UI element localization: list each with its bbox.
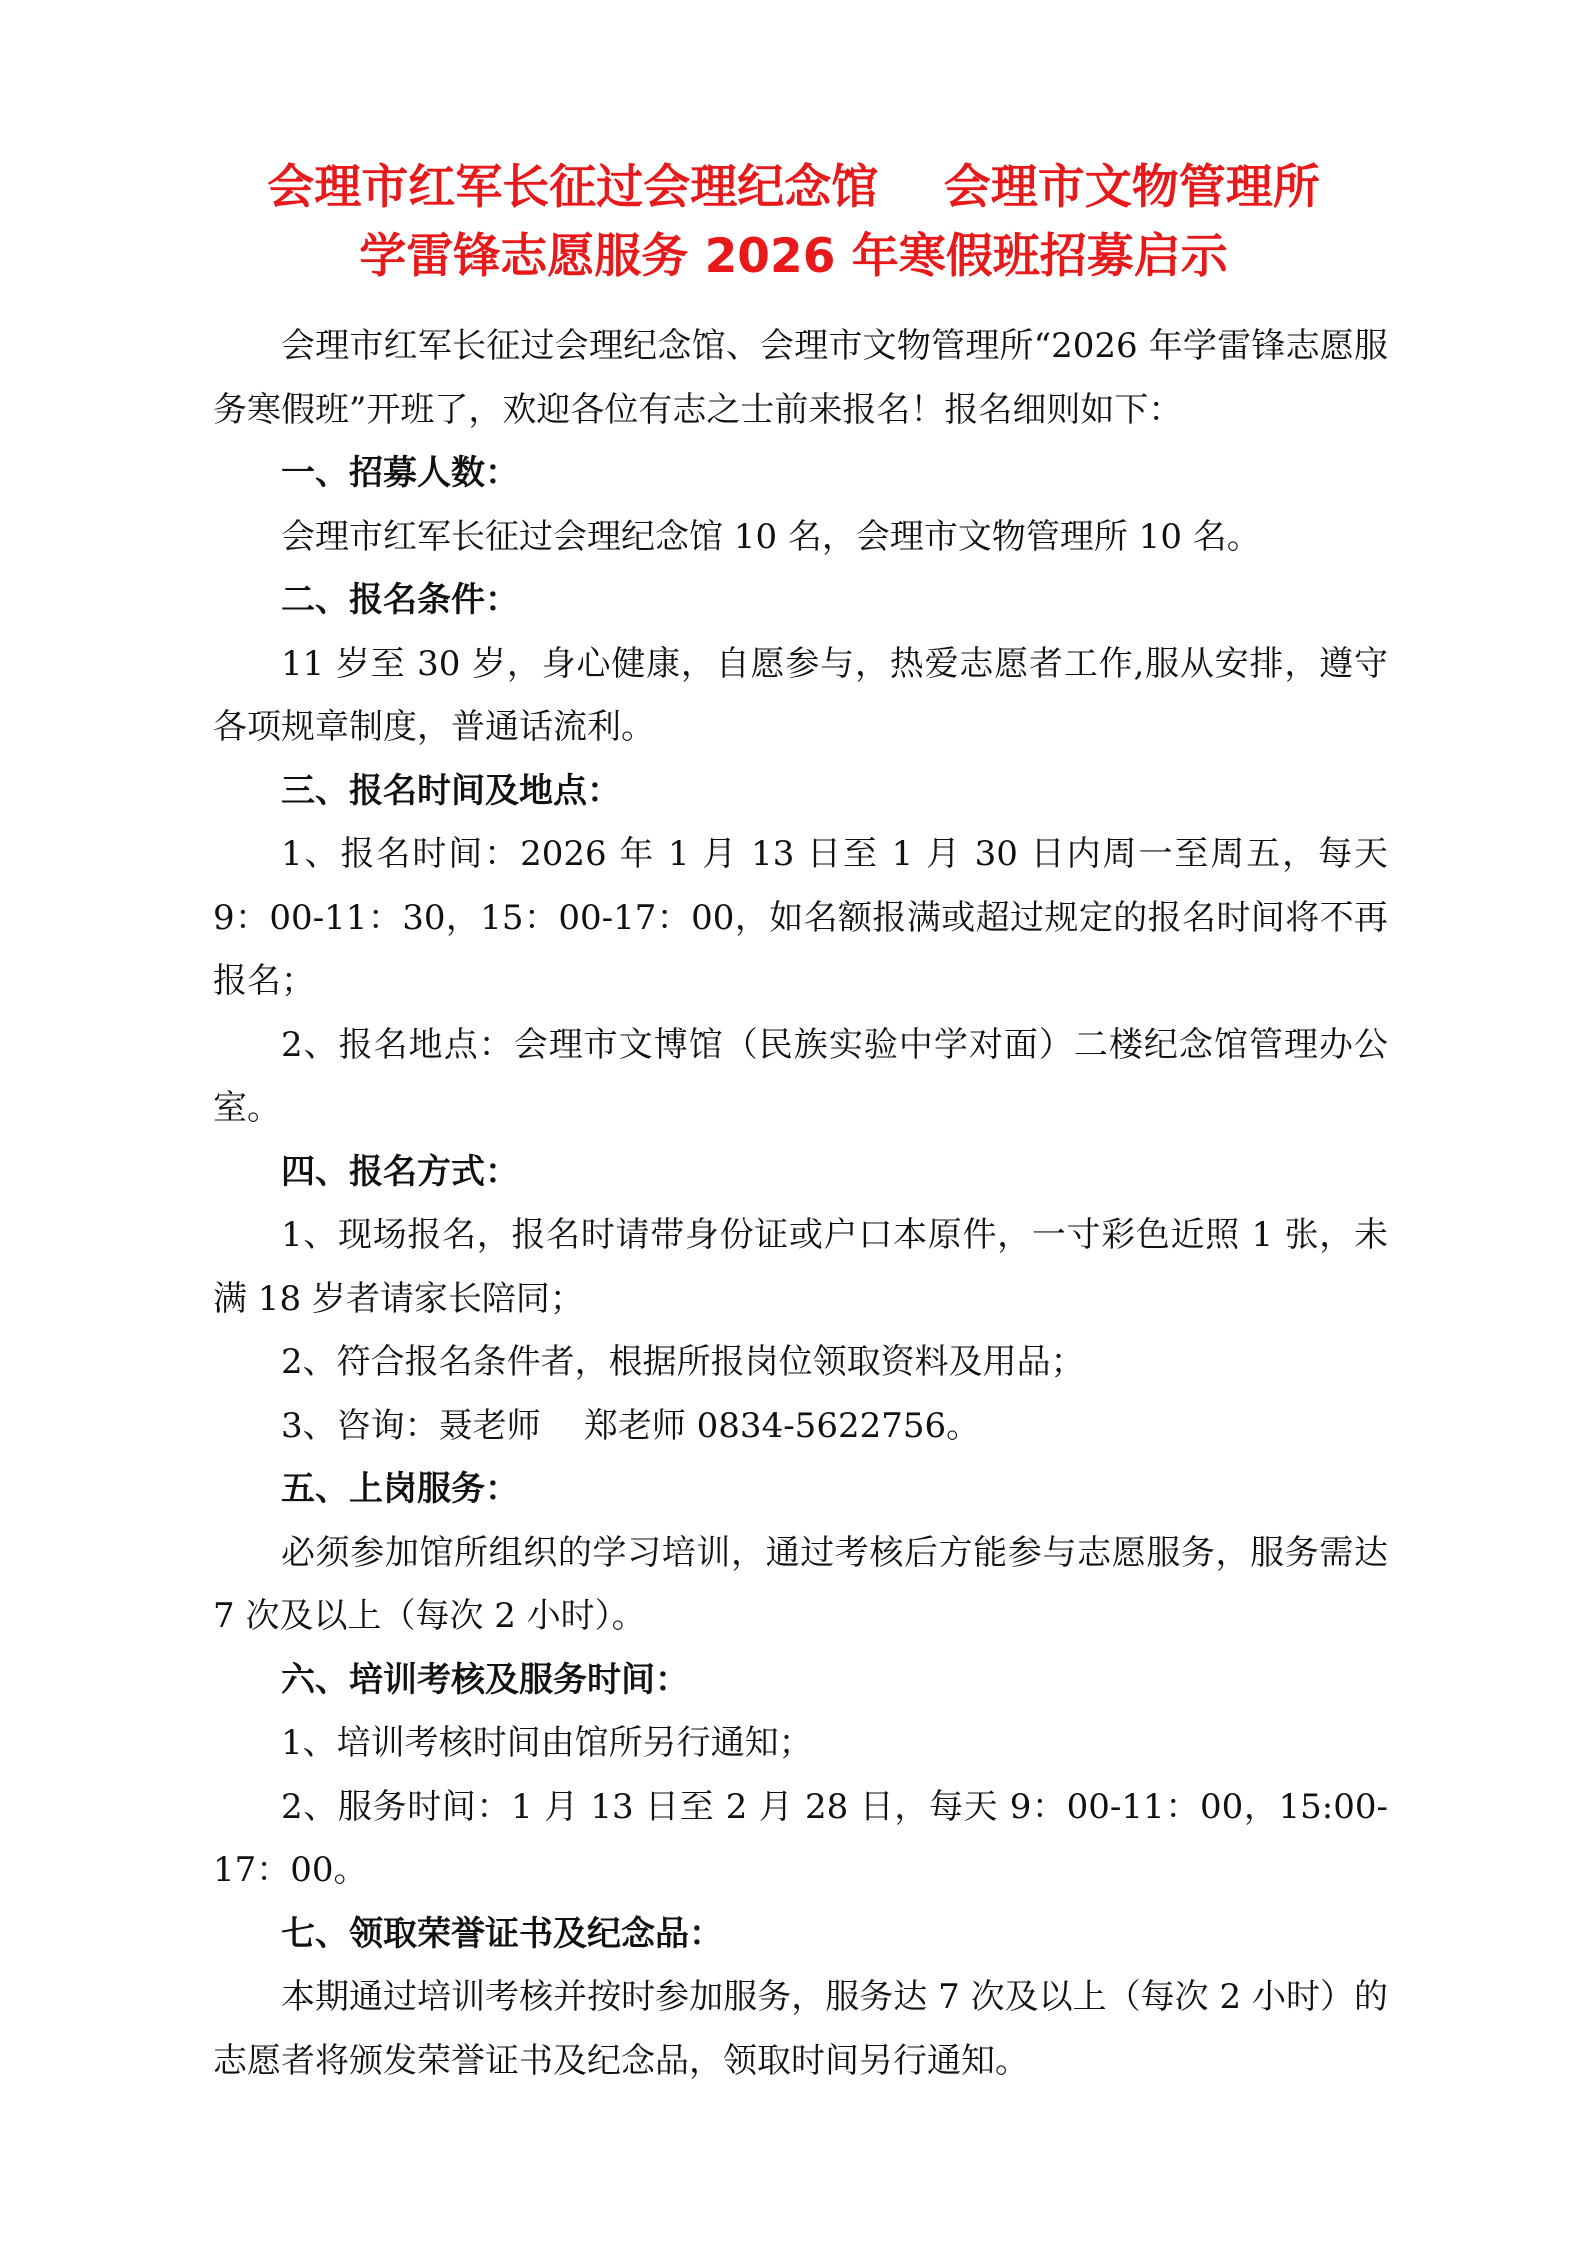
document-title-line-2: 学雷锋志愿服务 2026 年寒假班招募启示 bbox=[359, 229, 1228, 284]
section-paragraph: 11 岁至 30 岁，身心健康，自愿参与，热爱志愿者工作,服从安排，遵守各项规章制度，普通话流利。 bbox=[213, 643, 1388, 747]
section-paragraph: 1、报名时间：2026 年 1 月 13 日至 1 月 30 日内周一至周五，每天 9：00-11：30，15：00-17：00，如名额报满或超过规定的报名时间将不再报名； bbox=[213, 834, 1399, 1001]
section-heading-certificate: 七、领取荣誉证书及纪念品： bbox=[281, 1913, 723, 1954]
section-heading-conditions: 二、报名条件： bbox=[281, 580, 519, 620]
document-body bbox=[213, 315, 1399, 2093]
section-heading-time-place: 三、报名时间及地点： bbox=[281, 770, 621, 811]
section-heading-method: 四、报名方式： bbox=[281, 1151, 519, 1192]
section-paragraph: 1、现场报名，报名时请带身份证或户口本原件，一寸彩色近照 1 张，未满 18 岁者请家长陪同； bbox=[213, 1215, 1388, 1319]
section-heading-service: 五、上岗服务： bbox=[281, 1469, 519, 1509]
section-paragraph: 2、符合报名条件者，根据所报岗位领取资料及用品； bbox=[281, 1342, 1085, 1382]
section-paragraph: 会理市红军长征过会理纪念馆 10 名，会理市文物管理所 10 名。 bbox=[281, 516, 1261, 557]
section-paragraph: 必须参加馆所组织的学习培训，通过考核后方能参与志愿服务，服务需达 7 次及以上（每次 2 小时）。 bbox=[213, 1532, 1399, 1636]
intro-paragraph: 会理市红军长征过会理纪念馆、会理市文物管理所“2026 年学雷锋志愿服务寒假班”开班了，欢迎各位有志之士前来报名！报名细则如下： bbox=[213, 326, 1388, 430]
section-paragraph: 2、服务时间：1 月 13 日至 2 月 28 日，每天 9：00-11：00，15:00-17：00。 bbox=[213, 1786, 1388, 1890]
section-paragraph: 1、培训考核时间由馆所另行通知； bbox=[281, 1723, 813, 1763]
section-paragraph: 本期通过培训考核并按时参加服务，服务达 7 次及以上（每次 2 小时）的志愿者将颁发荣誉证书及纪念品，领取时间另行通知。 bbox=[213, 1977, 1388, 2081]
section-heading-training: 六、培训考核及服务时间： bbox=[281, 1659, 689, 1700]
document-title-line-1: 会理市红军长征过会理纪念馆 会理市文物管理所 bbox=[267, 160, 1320, 215]
section-paragraph: 2、报名地点：会理市文博馆（民族实验中学对面）二楼纪念馆管理办公室。 bbox=[213, 1024, 1388, 1128]
section-heading-recruit-count: 一、招募人数： bbox=[281, 453, 519, 493]
contact-paragraph: 3、咨询：聂老师 郑老师 0834-5622756。 bbox=[281, 1405, 981, 1446]
